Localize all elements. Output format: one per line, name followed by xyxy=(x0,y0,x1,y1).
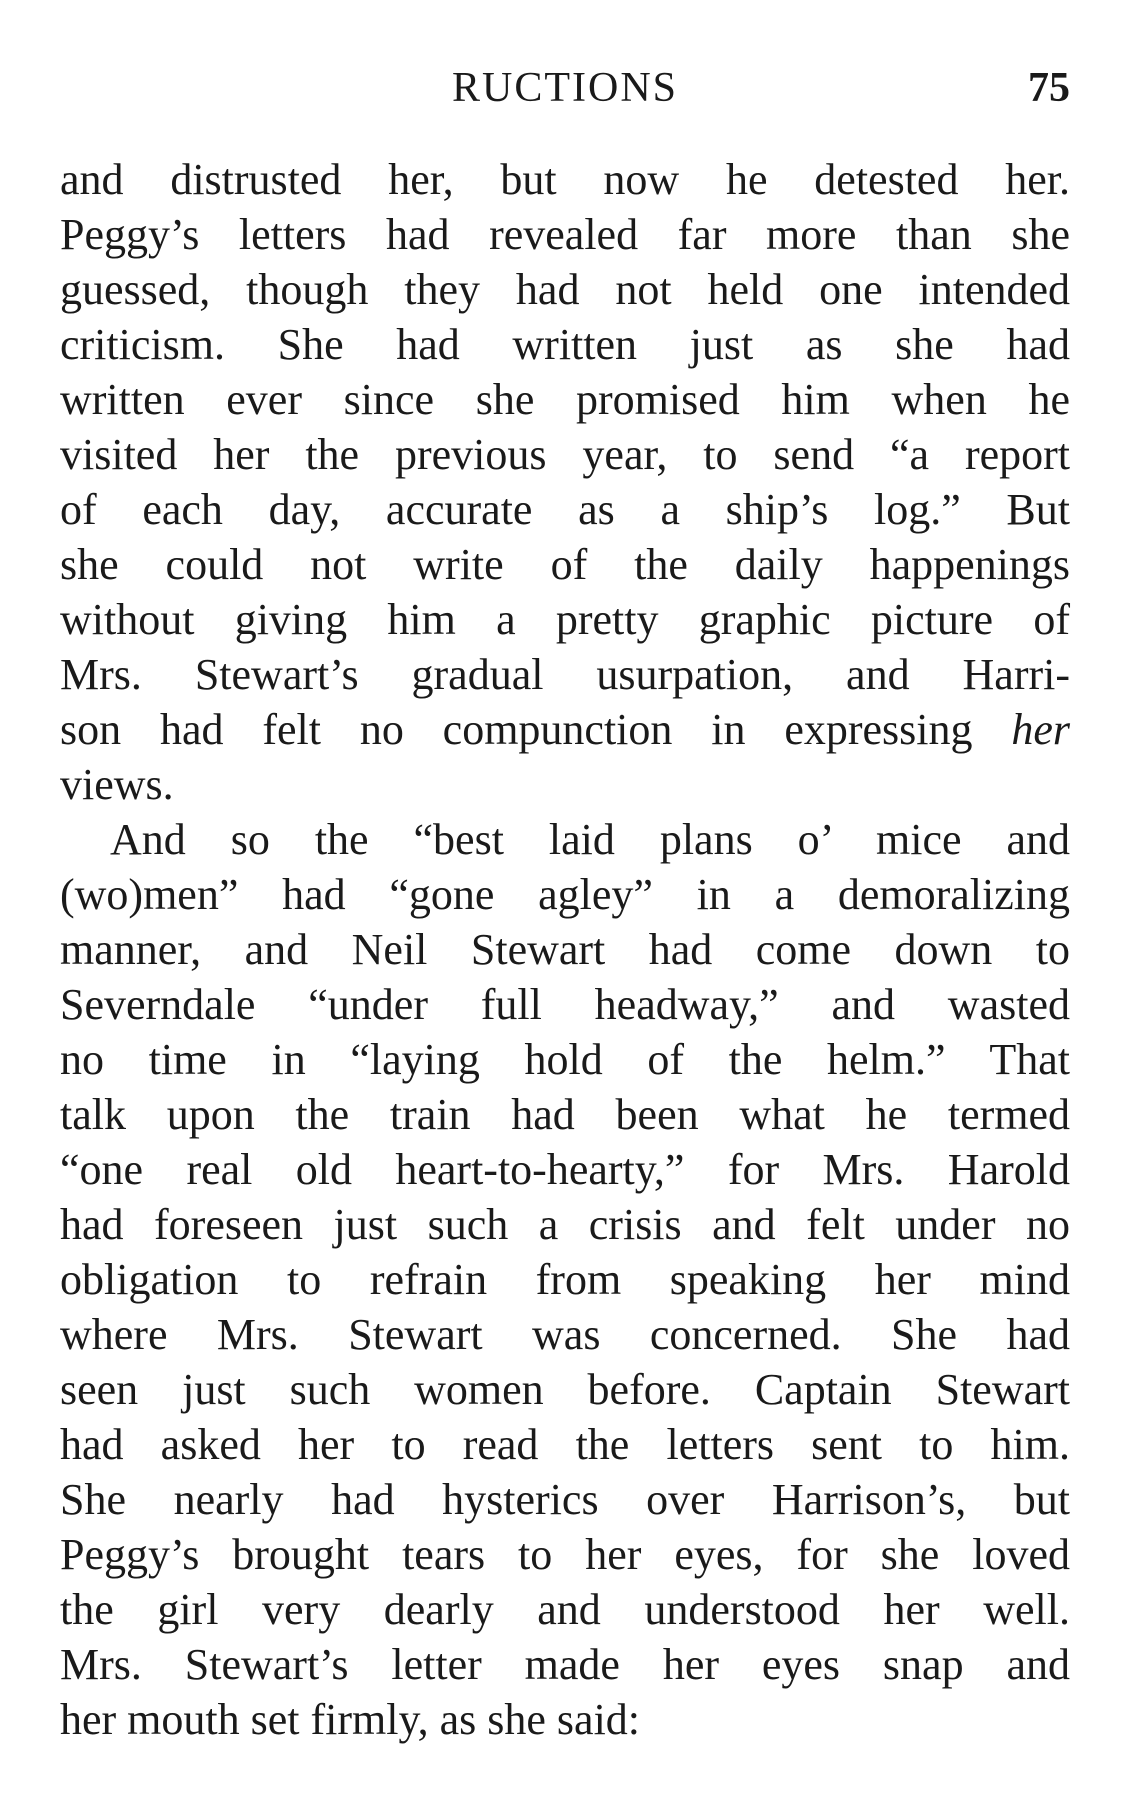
text-line: had foreseen just such a crisis and felt under no xyxy=(60,1200,1070,1249)
text-line: no time in “laying hold of the helm.” That xyxy=(60,1035,1070,1084)
text-line: and distrusted her, but now he detested her. xyxy=(60,155,1070,204)
text-line: guessed, though they had not held one intended xyxy=(60,265,1070,314)
running-head xyxy=(60,58,1070,118)
body-text xyxy=(60,152,1070,1747)
text-line: without giving him a pretty graphic picture of xyxy=(60,595,1070,644)
text-line: Severndale “under full headway,” and wasted xyxy=(60,980,1070,1029)
text-line-start: son had felt no compunction in expressing xyxy=(60,705,1012,754)
paragraph-2 xyxy=(60,812,1070,1747)
text-line: views. xyxy=(60,760,174,809)
text-line: She nearly had hysterics over Harrison’s, but xyxy=(60,1475,1070,1524)
text-line: obligation to refrain from speaking her mind xyxy=(60,1255,1070,1304)
text-line: written ever since she promised him when he xyxy=(60,375,1070,424)
text-line: talk upon the train had been what he termed xyxy=(60,1090,1070,1139)
text-line: criticism. She had written just as she had xyxy=(60,320,1070,369)
paragraph-1 xyxy=(60,152,1070,812)
text-line: (wo)men” had “gone agley” in a demoralizing xyxy=(60,870,1070,919)
text-line: where Mrs. Stewart was concerned. She had xyxy=(60,1310,1070,1359)
text-line: “one real old heart-to-hearty,” for Mrs. Harold xyxy=(60,1145,1070,1194)
text-line: manner, and Neil Stewart had come down to xyxy=(60,925,1070,974)
text-line: her mouth set firmly, as she said: xyxy=(60,1695,641,1744)
emphasized-word: her xyxy=(1011,705,1070,754)
text-line: And so the “best laid plans o’ mice and xyxy=(110,815,1070,864)
text-line: had asked her to read the letters sent to him. xyxy=(60,1420,1070,1469)
text-line: seen just such women before. Captain Stewart xyxy=(60,1365,1070,1414)
text-line: Peggy’s letters had revealed far more than she xyxy=(60,210,1070,259)
page-number: 75 xyxy=(1028,65,1070,111)
text-line-with-emphasis xyxy=(60,702,1070,757)
text-line: Mrs. Stewart’s gradual usurpation, and Harri- xyxy=(60,650,1070,699)
text-line: she could not write of the daily happenings xyxy=(60,540,1070,589)
text-line: the girl very dearly and understood her well. xyxy=(60,1585,1070,1634)
text-line: visited her the previous year, to send “a report xyxy=(60,430,1070,479)
text-line: of each day, accurate as a ship’s log.” But xyxy=(60,485,1070,534)
text-line: Peggy’s brought tears to her eyes, for she loved xyxy=(60,1530,1070,1579)
text-line: Mrs. Stewart’s letter made her eyes snap and xyxy=(60,1640,1070,1689)
running-title: RUCTIONS xyxy=(451,65,679,111)
